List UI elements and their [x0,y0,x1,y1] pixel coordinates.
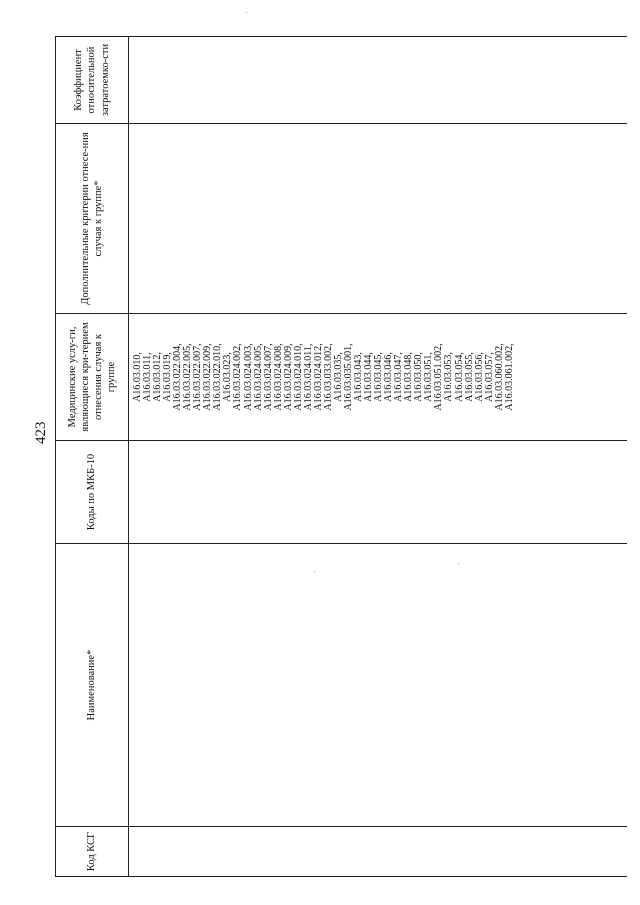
service-code: A16.03.024.005, [252,343,264,411]
service-code: A16.03.051, [423,352,435,402]
service-code: A16.03.060.002, [493,343,505,411]
service-code: A16.03.051.002, [433,343,445,411]
service-code: A16.03.053, [443,352,455,402]
cell-name [129,544,628,827]
service-code: A16.03.022.004, [172,343,184,411]
scan-speck [458,563,459,564]
service-code: A16.03.024.003, [242,343,254,411]
table-row [129,37,628,877]
header-coefficient: Коэффициент относительной затратоемко-сти [56,37,129,124]
ksg-table [55,36,627,877]
rotated-table-wrapper [55,37,627,877]
scan-speck [246,12,247,13]
service-code: A16.03.010, [132,352,143,402]
service-code: A16.03.055, [463,352,475,402]
services-list [133,318,515,436]
service-code: A16.03.043, [353,352,365,402]
service-code: A16.03.022.007, [192,343,204,411]
cell-services [129,314,628,441]
header-name: Наименование* [56,544,129,827]
service-code: A16.03.061.002, [503,343,515,411]
service-code: A16.03.023, [222,352,234,402]
service-code: A16.03.035, [332,352,344,402]
cell-code [129,827,628,877]
service-code: A16.03.022.010, [212,343,224,411]
service-code: A16.03.022.009, [202,343,214,411]
service-code: A16.03.024.008, [272,343,284,411]
service-code: A16.03.012, [152,352,164,402]
cell-coefficient [129,37,628,124]
header-code: Код КСГ [56,827,129,877]
scan-speck [314,571,315,572]
service-code: A16.03.024.011, [302,343,314,411]
service-code: A16.03.045, [373,352,385,402]
service-code: A16.03.056, [473,352,485,402]
service-code: A16.03.047, [393,352,405,402]
service-code: A16.03.011, [142,352,154,402]
service-code: A16.03.024.007, [262,343,274,411]
header-services: Медицинские услу-ги, являющиеся кри-терием отнесения случая к группе [56,314,129,441]
service-code: A16.03.044, [363,352,375,402]
table-header-row [56,37,129,877]
service-code: A16.03.024.012, [312,343,324,411]
service-code: A16.03.048, [403,352,415,402]
service-code: A16.03.019, [162,352,174,402]
service-code: A16.03.024.009, [282,343,294,411]
header-criteria: Дополнительные критерии отнесе-ния случая к группе* [56,124,129,314]
service-code: A16.03.050, [413,352,425,402]
header-mkb: Коды по МКБ-10 [56,441,129,544]
service-code: A16.03.035.001, [342,343,354,411]
service-code: A16.03.024.002, [232,343,244,411]
service-code: A16.03.022.005, [182,343,194,411]
service-code: A16.03.054, [453,352,465,402]
page-number: 423 [33,421,49,444]
cell-criteria [129,124,628,314]
cell-mkb [129,441,628,544]
service-code: A16.03.024.010, [292,343,304,411]
service-code: A16.03.057, [483,352,495,402]
service-code: A16.03.033.002, [322,343,334,411]
service-code: A16.03.046, [383,352,395,402]
